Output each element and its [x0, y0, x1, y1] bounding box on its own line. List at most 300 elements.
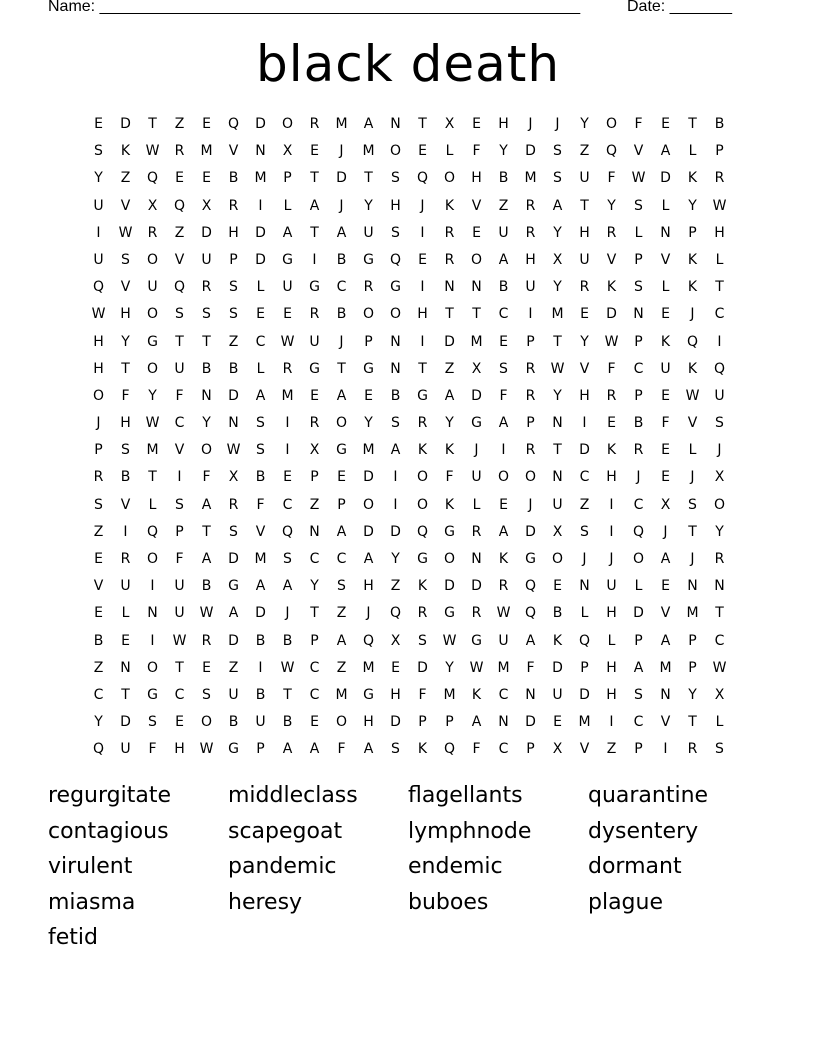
grid-letter: P — [688, 632, 697, 649]
grid-letter: E — [283, 306, 292, 323]
grid-letter: X — [552, 251, 563, 268]
grid-letter: D — [390, 714, 401, 731]
grid-letter: G — [444, 605, 455, 622]
grid-letter: O — [281, 116, 294, 132]
grid-letter: D — [255, 116, 266, 132]
grid-letter: C — [579, 469, 590, 486]
grid-letter: R — [687, 741, 698, 758]
grid-letter: I — [609, 523, 614, 540]
grid-letter: A — [363, 116, 374, 132]
grid-letter: B — [552, 605, 563, 622]
grid-letter: S — [283, 551, 292, 567]
grid-letter: S — [391, 224, 400, 241]
grid-letter: M — [578, 714, 591, 731]
grid-letter: A — [660, 632, 671, 649]
grid-letter: M — [362, 442, 375, 459]
grid-letter: T — [688, 116, 697, 132]
grid-letter: D — [120, 714, 131, 731]
grid-letter: B — [120, 469, 131, 486]
grid-letter: W — [172, 632, 187, 649]
grid-letter: S — [202, 686, 211, 703]
grid-letter: T — [580, 197, 589, 214]
grid-row — [85, 356, 733, 383]
grid-letter: C — [633, 714, 644, 731]
grid-letter: Y — [94, 714, 103, 731]
grid-letter: T — [715, 279, 724, 296]
grid-letter: W — [712, 659, 727, 676]
grid-letter: V — [660, 714, 671, 731]
grid-letter: N — [498, 714, 509, 731]
grid-row — [85, 220, 733, 247]
grid-letter: W — [199, 741, 214, 758]
grid-letter: Z — [390, 578, 401, 595]
grid-letter: S — [94, 496, 103, 513]
grid-letter: E — [661, 442, 670, 459]
grid-letter: Y — [202, 415, 211, 432]
grid-letter: F — [256, 496, 265, 513]
grid-letter: N — [714, 578, 725, 595]
grid-letter: S — [499, 360, 508, 377]
grid-letter: G — [525, 551, 536, 567]
grid-letter: X — [660, 496, 671, 513]
word-bank-item: flagellants — [408, 783, 523, 808]
date-field[interactable]: Date: _______ — [627, 0, 732, 15]
grid-letter: O — [389, 306, 402, 323]
grid-letter: T — [310, 170, 319, 187]
grid-letter: G — [336, 442, 347, 459]
grid-letter: Z — [579, 496, 590, 513]
grid-letter: E — [175, 170, 184, 187]
grid-letter: L — [688, 143, 697, 160]
grid-letter: D — [390, 523, 401, 540]
grid-letter: P — [634, 333, 643, 350]
grid-letter: D — [201, 224, 212, 241]
grid-letter: I — [285, 415, 290, 432]
grid-letter: I — [258, 659, 263, 676]
grid-letter: J — [690, 469, 695, 486]
grid-letter: W — [118, 224, 133, 241]
grid-letter: M — [659, 659, 672, 676]
grid-letter: D — [228, 387, 239, 404]
grid-letter: A — [201, 496, 212, 513]
grid-letter: Q — [389, 605, 402, 622]
grid-letter: A — [525, 632, 536, 649]
grid-letter: R — [525, 224, 536, 241]
grid-row — [85, 111, 733, 138]
grid-letter: V — [579, 360, 590, 377]
grid-letter: D — [552, 659, 563, 676]
grid-letter: I — [150, 632, 155, 649]
grid-letter: L — [661, 197, 670, 214]
grid-letter: Y — [499, 143, 508, 160]
grid-letter: W — [442, 632, 457, 649]
grid-letter: L — [121, 605, 130, 622]
grid-letter: Q — [281, 523, 294, 540]
grid-letter: U — [579, 170, 590, 187]
grid-letter: M — [281, 387, 294, 404]
grid-letter: T — [148, 469, 157, 486]
grid-letter: D — [255, 251, 266, 268]
grid-letter: N — [147, 605, 158, 622]
grid-letter: O — [632, 551, 645, 567]
grid-letter: Y — [688, 197, 697, 214]
grid-letter: O — [362, 496, 375, 513]
grid-letter: J — [690, 306, 695, 323]
grid-letter: J — [339, 333, 344, 350]
grid-row — [85, 573, 733, 600]
grid-letter: W — [685, 387, 700, 404]
grid-letter: E — [661, 578, 670, 595]
grid-letter: A — [363, 741, 374, 758]
grid-letter: N — [687, 578, 698, 595]
grid-letter: O — [389, 143, 402, 160]
grid-letter: P — [688, 659, 697, 676]
grid-letter: X — [714, 469, 725, 486]
grid-letter: I — [285, 442, 290, 459]
grid-letter: W — [280, 333, 295, 350]
grid-letter: Q — [686, 333, 699, 350]
grid-letter: O — [335, 714, 348, 731]
grid-letter: U — [120, 741, 131, 758]
grid-letter: S — [391, 741, 400, 758]
grid-letter: I — [528, 306, 533, 323]
grid-letter: D — [444, 578, 455, 595]
grid-letter: V — [228, 143, 239, 160]
grid-letter: O — [551, 551, 564, 567]
grid-letter: O — [497, 469, 510, 486]
grid-letter: R — [525, 360, 536, 377]
grid-letter: O — [146, 659, 159, 676]
grid-letter: R — [498, 578, 509, 595]
grid-letter: P — [715, 143, 724, 160]
grid-row — [85, 383, 733, 410]
grid-letter: P — [445, 714, 454, 731]
grid-letter: D — [471, 578, 482, 595]
grid-letter: F — [634, 116, 643, 132]
grid-letter: O — [416, 496, 429, 513]
grid-letter: B — [714, 116, 725, 132]
grid-letter: O — [443, 551, 456, 567]
grid-letter: B — [201, 360, 212, 377]
grid-letter: S — [256, 415, 265, 432]
grid-letter: O — [200, 714, 213, 731]
grid-letter: A — [498, 415, 509, 432]
grid-letter: N — [525, 686, 536, 703]
grid-letter: G — [471, 415, 482, 432]
grid-letter: J — [339, 143, 344, 160]
grid-letter: W — [550, 360, 565, 377]
grid-letter: R — [525, 442, 536, 459]
grid-letter: R — [363, 279, 374, 296]
grid-letter: U — [552, 496, 563, 513]
grid-letter: W — [199, 605, 214, 622]
grid-letter: L — [634, 578, 643, 595]
grid-letter: P — [526, 741, 535, 758]
grid-letter: S — [715, 415, 724, 432]
grid-letter: J — [609, 551, 614, 567]
grid-letter: H — [363, 714, 374, 731]
grid-letter: U — [255, 714, 266, 731]
grid-letter: I — [150, 578, 155, 595]
grid-letter: S — [175, 496, 184, 513]
grid-letter: F — [445, 469, 454, 486]
grid-letter: Q — [173, 279, 186, 296]
grid-letter: P — [634, 632, 643, 649]
grid-letter: D — [417, 659, 428, 676]
word-bank-item: contagious — [48, 818, 169, 844]
grid-letter: D — [444, 333, 455, 350]
grid-letter: W — [712, 197, 727, 214]
grid-letter: I — [177, 469, 182, 486]
grid-letter: Z — [228, 333, 239, 350]
grid-letter: V — [660, 605, 671, 622]
grid-letter: P — [634, 387, 643, 404]
grid-letter: Q — [146, 523, 159, 540]
grid-letter: U — [282, 279, 293, 296]
grid-letter: E — [472, 116, 481, 132]
grid-letter: B — [282, 632, 293, 649]
grid-letter: P — [283, 170, 292, 187]
grid-letter: L — [445, 143, 454, 160]
grid-letter: S — [553, 143, 562, 160]
grid-row — [85, 329, 733, 356]
grid-letter: E — [472, 224, 481, 241]
grid-row — [85, 655, 733, 682]
grid-letter: U — [147, 279, 158, 296]
grid-letter: S — [634, 279, 643, 296]
grid-letter: P — [580, 659, 589, 676]
grid-letter: Y — [553, 387, 562, 404]
grid-letter: Z — [309, 496, 320, 513]
grid-letter: D — [228, 551, 239, 567]
grid-letter: N — [552, 469, 563, 486]
grid-letter: D — [120, 116, 131, 132]
grid-letter: L — [688, 442, 697, 459]
grid-letter: A — [336, 387, 347, 404]
grid-letter: T — [202, 333, 211, 350]
grid-letter: T — [148, 116, 157, 132]
grid-letter: N — [228, 415, 239, 432]
grid-letter: I — [501, 442, 506, 459]
word-bank-item: lymphnode — [408, 818, 532, 844]
grid-letter: R — [417, 415, 428, 432]
grid-letter: L — [715, 251, 724, 268]
grid-letter: R — [417, 605, 428, 622]
grid-letter: C — [174, 415, 185, 432]
word-bank-item: quarantine — [588, 783, 709, 808]
grid-letter: T — [553, 442, 562, 459]
grid-row — [85, 165, 733, 192]
grid-letter: S — [94, 143, 103, 160]
grid-letter: S — [256, 442, 265, 459]
grid-letter: P — [634, 741, 643, 758]
grid-letter: O — [605, 116, 618, 132]
grid-letter: U — [174, 578, 185, 595]
grid-letter: C — [255, 333, 266, 350]
grid-letter: U — [660, 360, 671, 377]
grid-letter: T — [310, 224, 319, 241]
grid-letter: J — [96, 415, 101, 432]
grid-letter: P — [229, 251, 238, 268]
grid-letter: E — [661, 116, 670, 132]
word-bank-item: heresy — [228, 889, 303, 915]
grid-letter: L — [607, 632, 616, 649]
grid-letter: E — [499, 333, 508, 350]
word-bank-item: regurgitate — [48, 783, 172, 808]
name-field[interactable]: Name: ______________________________________________________ — [48, 0, 581, 15]
grid-letter: J — [528, 116, 533, 132]
grid-letter: V — [120, 496, 131, 513]
grid-letter: G — [228, 741, 239, 758]
grid-letter: V — [687, 415, 698, 432]
grid-letter: Y — [310, 578, 319, 595]
grid-letter: Y — [688, 686, 697, 703]
grid-letter: X — [714, 686, 725, 703]
grid-letter: T — [121, 360, 130, 377]
grid-letter: S — [121, 251, 130, 268]
grid-letter: Z — [498, 197, 509, 214]
grid-letter: U — [714, 387, 725, 404]
grid-letter: H — [606, 686, 617, 703]
grid-letter: G — [363, 251, 374, 268]
grid-letter: B — [228, 714, 239, 731]
grid-letter: G — [147, 333, 158, 350]
grid-letter: N — [255, 143, 266, 160]
grid-letter: H — [120, 306, 131, 323]
grid-letter: R — [201, 632, 212, 649]
grid-letter: H — [498, 116, 509, 132]
grid-letter: H — [390, 686, 401, 703]
grid-row — [85, 709, 733, 736]
grid-letter: X — [444, 116, 455, 132]
grid-letter: V — [606, 251, 617, 268]
grid-letter: F — [418, 686, 427, 703]
grid-letter: F — [337, 741, 346, 758]
grid-letter: G — [363, 360, 374, 377]
grid-letter: S — [175, 306, 184, 323]
grid-letter: K — [687, 360, 698, 377]
grid-letter: I — [582, 415, 587, 432]
word-bank-item: fetid — [48, 925, 98, 950]
grid-letter: A — [201, 551, 212, 567]
grid-letter: N — [552, 415, 563, 432]
grid-letter: A — [255, 578, 266, 595]
grid-letter: I — [609, 714, 614, 731]
grid-letter: A — [309, 741, 320, 758]
grid-letter: M — [524, 170, 537, 187]
grid-letter: R — [606, 224, 617, 241]
grid-letter: R — [633, 442, 644, 459]
grid-letter: H — [579, 387, 590, 404]
grid-letter: V — [93, 578, 104, 595]
grid-letter: A — [498, 523, 509, 540]
grid-letter: A — [282, 741, 293, 758]
grid-letter: E — [553, 714, 562, 731]
grid-letter: N — [471, 279, 482, 296]
grid-letter: T — [688, 714, 697, 731]
grid-letter: H — [174, 741, 185, 758]
grid-letter: V — [174, 251, 185, 268]
grid-letter: F — [175, 387, 184, 404]
grid-letter: S — [391, 415, 400, 432]
grid-letter: Y — [445, 659, 454, 676]
grid-letter: R — [579, 279, 590, 296]
grid-letter: Y — [94, 170, 103, 187]
grid-letter: T — [418, 360, 427, 377]
grid-letter: U — [201, 251, 212, 268]
grid-letter: G — [309, 360, 320, 377]
grid-letter: C — [282, 496, 293, 513]
grid-letter: Q — [632, 523, 645, 540]
grid-letter: F — [526, 659, 535, 676]
grid-letter: E — [94, 605, 103, 622]
grid-letter: R — [309, 306, 320, 323]
grid-letter: U — [120, 578, 131, 595]
grid-letter: B — [390, 387, 401, 404]
puzzle-title: black death — [255, 35, 561, 93]
grid-letter: Y — [553, 224, 562, 241]
grid-letter: U — [228, 686, 239, 703]
grid-letter: K — [444, 197, 455, 214]
grid-letter: J — [474, 442, 479, 459]
grid-letter: F — [472, 143, 481, 160]
grid-letter: A — [363, 551, 374, 567]
grid-letter: H — [93, 333, 104, 350]
grid-letter: D — [255, 605, 266, 622]
grid-letter: I — [420, 333, 425, 350]
grid-letter: C — [498, 306, 509, 323]
grid-letter: P — [310, 632, 319, 649]
grid-letter: Z — [336, 605, 347, 622]
grid-letter: P — [175, 523, 184, 540]
grid-letter: M — [335, 686, 348, 703]
grid-letter: I — [258, 197, 263, 214]
grid-letter: S — [634, 686, 643, 703]
grid-letter: S — [418, 632, 427, 649]
grid-letter: N — [201, 387, 212, 404]
grid-letter: W — [91, 306, 106, 323]
grid-letter: O — [362, 306, 375, 323]
grid-letter: M — [686, 605, 699, 622]
grid-letter: Z — [93, 523, 104, 540]
grid-letter: A — [498, 251, 509, 268]
grid-letter: A — [552, 197, 563, 214]
grid-letter: U — [93, 251, 104, 268]
grid-letter: R — [444, 224, 455, 241]
grid-letter: L — [148, 496, 157, 513]
grid-letter: V — [633, 143, 644, 160]
grid-row — [85, 519, 733, 546]
grid-letter: Q — [362, 632, 375, 649]
grid-letter: Z — [174, 224, 185, 241]
grid-letter: W — [496, 605, 511, 622]
grid-letter: I — [663, 741, 668, 758]
grid-letter: M — [470, 333, 483, 350]
grid-letter: I — [123, 523, 128, 540]
grid-letter: H — [363, 578, 374, 595]
grid-letter: P — [418, 714, 427, 731]
grid-letter: P — [526, 333, 535, 350]
grid-letter: R — [525, 387, 536, 404]
grid-letter: M — [254, 170, 267, 187]
grid-letter: O — [146, 306, 159, 323]
grid-letter: W — [469, 659, 484, 676]
grid-letter: H — [228, 224, 239, 241]
grid-letter: U — [525, 279, 536, 296]
grid-letter: S — [634, 197, 643, 214]
grid-letter: B — [336, 306, 347, 323]
grid-letter: B — [336, 251, 347, 268]
